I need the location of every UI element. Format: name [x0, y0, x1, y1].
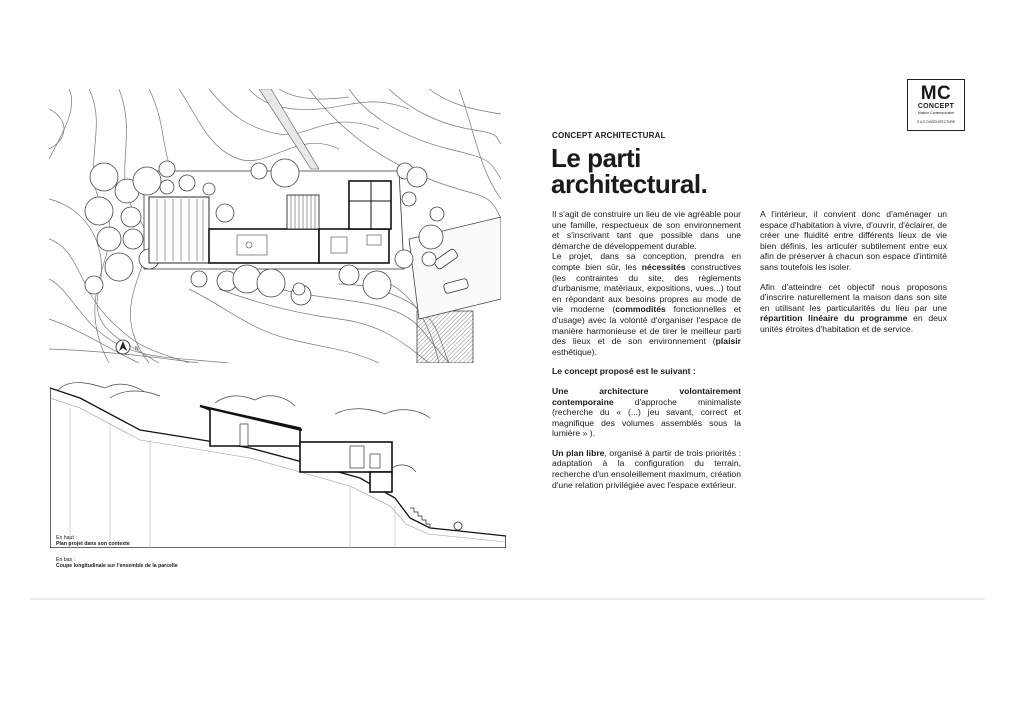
concept-item-1: Une architecture volontairement contemporaine d'approche minimaliste (recherche du « (...) jeu savant, correct et magnifique des volumes assemblés sous la lumière » ).: [552, 385, 741, 439]
north-arrow-icon: [116, 340, 139, 354]
parking-area: [417, 311, 473, 363]
title-line-2: architectural.: [551, 169, 708, 199]
page-title: [551, 145, 707, 197]
terrain: [50, 388, 506, 548]
caption-bottom-label: En bas :: [56, 557, 76, 563]
caption-bottom-text: Coupe longitudinale sur l'ensemble de la parcelle: [56, 563, 178, 570]
logo-concept: CONCEPT: [917, 103, 955, 110]
concept-heading: Le concept proposé est le suivant :: [552, 366, 696, 377]
site-plan-drawing: [49, 89, 501, 363]
text-column-1: [552, 209, 741, 490]
footer-divider: [30, 598, 985, 600]
text-column-2: [760, 209, 947, 335]
title-line-1: Le parti: [551, 143, 641, 173]
section-kicker: CONCEPT ARCHITECTURAL: [552, 131, 666, 140]
caption-bottom: [56, 557, 178, 570]
logo-sub2: S.A.S D'ARCHITECTURE: [916, 120, 956, 124]
mc-concept-logo: [907, 79, 965, 131]
col2-paragraph-1: A l'intérieur, il convient donc d'aménager un espace d'habitation à vivre, d'ouvrir, d'éclairer, de créer une fluidité entre différents lieux de vie bien définis, les articuler subtilement entre eux afin de préserver à chacun son espace d'intimité sans toutefois les isoler.: [760, 209, 947, 272]
logo-mc: MC: [920, 83, 952, 104]
col1-paragraph-2: Le projet, dans sa conception, prendra en compte bien sûr, les nécessités constructives (les contraintes du site, des règlements d'urbanisme, matériaux, expositions, vues...) tout en répondant aux besoins propres au mode de vie moderne (commodités fonctionnelles et d'usage) avec la volonté d'organiser l'espace de manière harmonieuse et de tirer le meilleur parti des lieux et de son environnement (plaisir esthétique).: [552, 251, 742, 357]
col1-paragraph-1: Il s'agit de construire un lieu de vie agréable pour une famille, respectueux de son environnement et s'inscrivant tant que possible dans une démarche de développement durable.: [552, 209, 741, 251]
caption-top: [56, 535, 130, 548]
logo-sub: Maison Contemporaine: [917, 111, 955, 115]
concept-item-2: Un plan libre, organisé à partir de trois priorités : adaptation à la configuration du terrain, recherche d'un ensoleillement maximum, création d'une relation privilégiée avec l'espace extérieur.: [552, 447, 742, 490]
caption-top-label: En haut :: [56, 535, 77, 541]
caption-top-text: Plan projet dans son contexte: [56, 541, 130, 548]
col2-paragraph-2: Afin d'atteindre cet objectif nous proposons d'inscrire naturellement la maison dans son site en utilisant les particularités du lieu par une répartition linéaire du programme en deux unités étroites d'habitation et de service.: [760, 281, 947, 334]
section-drawing: [50, 378, 506, 548]
north-label: N: [135, 346, 139, 352]
